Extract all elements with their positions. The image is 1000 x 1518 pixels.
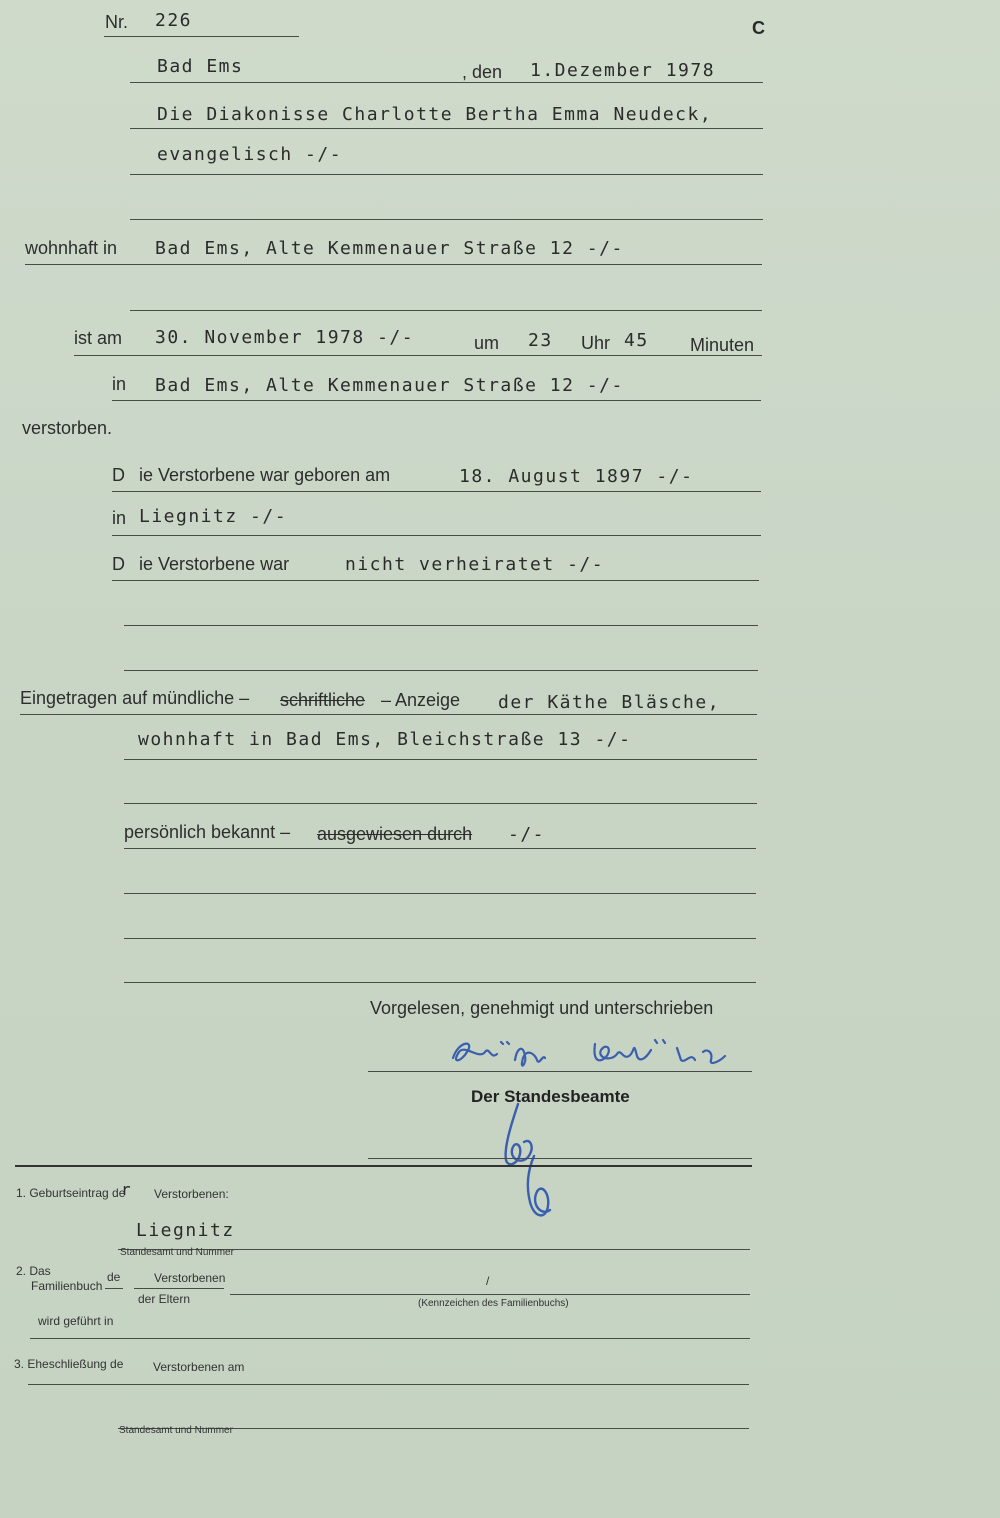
note2-caption: (Kennzeichen des Familienbuchs) (418, 1298, 569, 1309)
death-minutes: 45 (624, 330, 649, 351)
informant-extra-underline (124, 803, 757, 804)
ist-am-label: ist am (74, 328, 123, 348)
place-value: Bad Ems (157, 56, 244, 77)
birth-label: ie Verstorbene war geboren am (139, 465, 391, 485)
nr-underline (104, 36, 299, 37)
closing-statement: Vorgelesen, genehmigt und unterschrieben (370, 998, 714, 1018)
corner-letter: C (752, 18, 765, 38)
marital-extra-underline-2 (124, 670, 758, 671)
marital-extra-underline-1 (124, 625, 758, 626)
identity-label: persönlich bekannt – (124, 822, 291, 842)
note2-opt-divider (134, 1288, 224, 1289)
registration-label-end: – Anzeige (381, 690, 461, 710)
death-place: Bad Ems, Alte Kemmenauer Straße 12 -/- (155, 375, 624, 396)
note3-label2: Verstorbenen am (153, 1360, 245, 1374)
death-time-underline (74, 355, 762, 356)
identity-underline (124, 848, 756, 849)
note2-wird: wird geführt in (38, 1314, 114, 1328)
note2-de-divider (105, 1288, 123, 1289)
date-value: 1.Dezember 1978 (530, 60, 716, 81)
note3-caption: Standesamt und Nummer (119, 1425, 233, 1436)
note3-label: 3. Eheschließung de (14, 1357, 124, 1371)
marital-value: nicht verheiratet -/- (345, 554, 605, 575)
person-religion: evangelisch -/- (157, 144, 343, 165)
note2-wird-underline (30, 1338, 750, 1339)
minuten-label: Minuten (690, 335, 755, 355)
note1-label2: Verstorbenen: (154, 1187, 229, 1201)
note3-underline (28, 1384, 749, 1385)
death-date: 30. November 1978 -/- (155, 327, 415, 348)
marital-label: ie Verstorbene war (139, 554, 290, 574)
official-signature-line (368, 1158, 752, 1159)
person-line2-underline (130, 174, 763, 175)
person-line3-underline (130, 219, 763, 220)
note1-caption: Standesamt und Nummer (120, 1247, 234, 1258)
note2-label: Familienbuch (31, 1279, 103, 1293)
blank-underline-3 (124, 982, 756, 983)
birth-date-underline (112, 491, 761, 492)
note2-opt1: Verstorbenen (154, 1271, 226, 1285)
death-hour: 23 (528, 330, 553, 351)
residence-underline (25, 264, 762, 265)
marital-label-d: D (112, 554, 125, 574)
verstorben-label: verstorben. (22, 418, 113, 438)
person-line1-underline (130, 128, 763, 129)
residence-label: wohnhaft in (25, 238, 118, 258)
note1-label: 1. Geburtseintrag de (16, 1186, 126, 1200)
birth-label-d: D (112, 465, 125, 485)
den-label: , den (462, 62, 503, 82)
registration-underline (20, 714, 757, 715)
uhr-label: Uhr (581, 333, 611, 353)
note2-underline (230, 1294, 750, 1295)
um-label: um (474, 333, 500, 353)
note2-de: de (107, 1270, 121, 1284)
identity-value: -/- (508, 824, 546, 845)
official-signature (490, 1098, 570, 1228)
nr-label: Nr. (105, 12, 129, 32)
section-divider (15, 1165, 752, 1167)
informant-name: der Käthe Bläsche, (498, 692, 721, 713)
person-name: Die Diakonisse Charlotte Bertha Emma Neudeck, (157, 104, 713, 125)
record-number: 226 (155, 10, 193, 31)
death-in-label: in (112, 374, 127, 394)
note2-opt2: der Eltern (138, 1292, 191, 1306)
registration-label-struck: schriftliche (280, 690, 366, 710)
death-place-underline (112, 400, 761, 401)
birth-place: Liegnitz -/- (139, 506, 288, 527)
blank-underline-2 (124, 938, 756, 939)
place-date-underline (130, 82, 763, 83)
note1-suffix: r (121, 1180, 133, 1199)
birth-date: 18. August 1897 -/- (459, 466, 694, 487)
note2-num: 2. Das (16, 1264, 51, 1278)
registration-label-start: Eingetragen auf mündliche – (20, 688, 250, 708)
informant-signature-line (368, 1071, 752, 1072)
marital-underline (112, 580, 759, 581)
birth-in-label: in (112, 508, 127, 528)
residence-extra-underline (130, 310, 762, 311)
informant-address-underline (124, 759, 757, 760)
blank-underline-1 (124, 893, 756, 894)
residence-value: Bad Ems, Alte Kemmenauer Straße 12 -/- (155, 238, 624, 259)
identity-struck: ausgewiesen durch (317, 824, 473, 844)
informant-address: wohnhaft in Bad Ems, Bleichstraße 13 -/- (138, 729, 632, 750)
informant-signature (445, 1030, 745, 1080)
birth-place-underline (112, 535, 761, 536)
note1-value: Liegnitz (136, 1220, 235, 1241)
official-title: Der Standesbeamte (471, 1087, 630, 1106)
note2-slash: / (486, 1274, 490, 1288)
